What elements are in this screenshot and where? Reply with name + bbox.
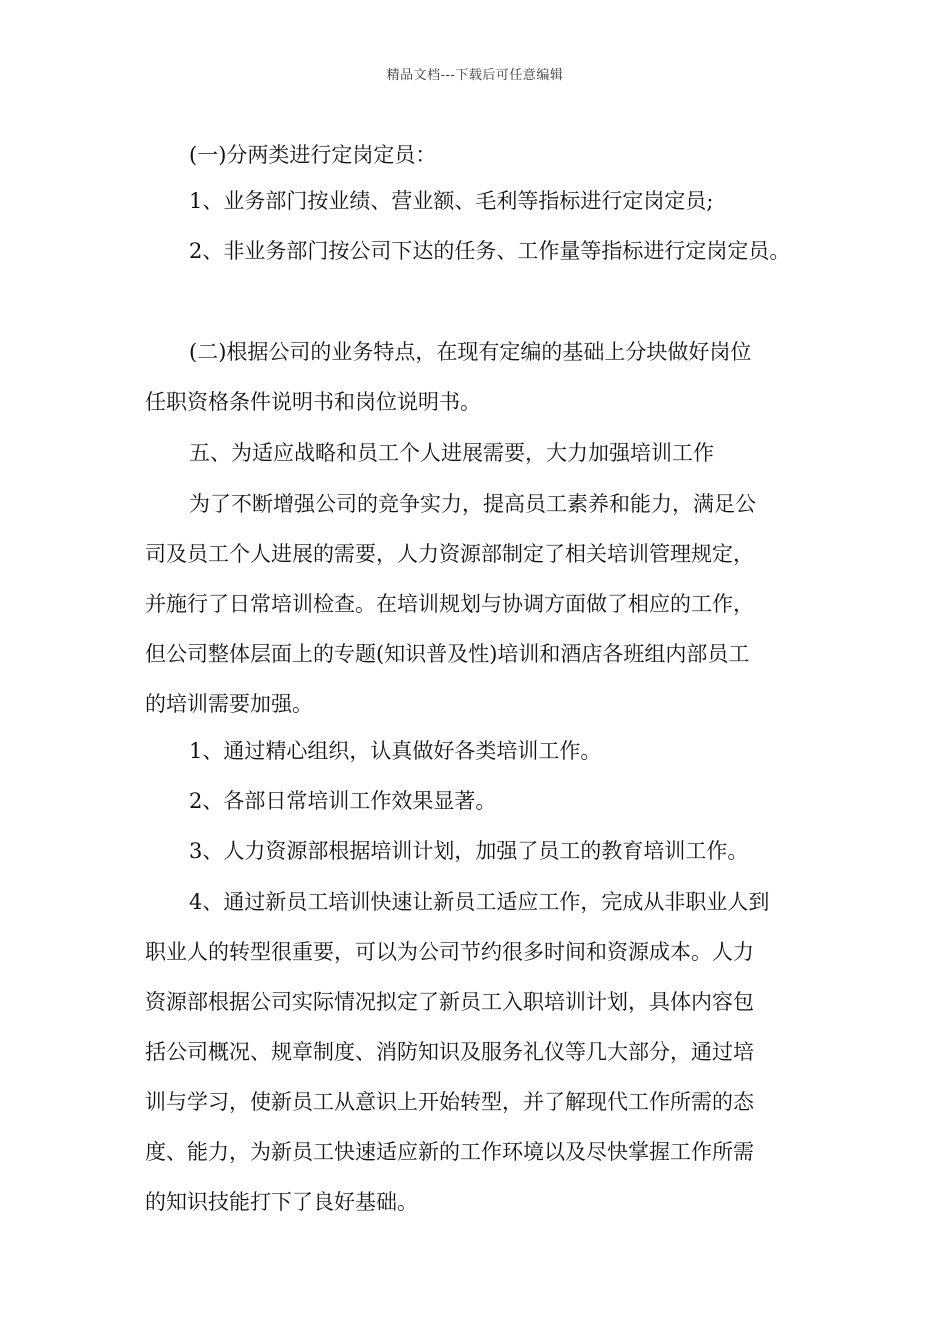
list-item: 1、通过精心组织，认真做好各类培训工作。 [189, 739, 602, 763]
text-line: 但公司整体层面上的专题(知识普及性)培训和酒店各班组内部员工 [145, 642, 750, 666]
list-item: 2、各部日常培训工作效果显著。 [189, 789, 497, 813]
list-item: 1、业务部门按业绩、营业额、毛利等指标进行定岗定员; [189, 189, 714, 213]
list-item: 2、非业务部门按公司下达的任务、工作量等指标进行定岗定员。 [189, 239, 791, 263]
text-line: 度、能力，为新员工快速适应新的工作环境以及尽快掌握工作所需 [145, 1140, 754, 1164]
text-line: 并施行了日常培训检查。在培训规划与协调方面做了相应的工作， [145, 592, 754, 616]
page-header: 精品文档---下载后可任意编辑 [386, 68, 564, 83]
text-line: 的培训需要加强。 [145, 692, 313, 716]
paragraph-section-1 [145, 130, 825, 180]
paragraph-item-1 [145, 176, 825, 226]
text-line: 资源部根据公司实际情况拟定了新员工入职培训计划，具体内容包 [145, 990, 754, 1014]
text-line: 括公司概况、规章制度、消防知识及服务礼仪等几大部分，通过培 [145, 1040, 754, 1064]
paragraph-item-training-3 [145, 826, 825, 876]
text-line: 训与学习，使新员工从意识上开始转型，并了解现代工作所需的态 [145, 1090, 754, 1114]
paragraph-item-2 [145, 226, 825, 276]
text-line: 司及员工个人进展的需要，人力资源部制定了相关培训管理规定， [145, 542, 754, 566]
section-heading-1: (一)分两类进行定岗定员： [189, 143, 437, 167]
text-line: 的知识技能打下了良好基础。 [145, 1190, 418, 1214]
paragraph-training-intro [145, 479, 825, 729]
paragraph-item-training-2 [145, 776, 825, 826]
list-item: 3、人力资源部根据培训计划，加强了员工的教育培训工作。 [189, 839, 749, 863]
paragraph-section-2 [145, 327, 825, 427]
text-line: (二)根据公司的业务特点，在现有定编的基础上分块做好岗位 [189, 340, 752, 364]
paragraph-item-training-1 [145, 726, 825, 776]
text-line: 职业人的转型很重要，可以为公司节约很多时间和资源成本。人力 [145, 940, 754, 964]
paragraph-item-training-4 [145, 877, 825, 1227]
text-line: 4、通过新员工培训快速让新员工适应工作，完成从非职业人到 [189, 890, 770, 914]
section-heading-5: 五、为适应战略和员工个人进展需要，大力加强培训工作 [189, 441, 714, 465]
text-line: 为了不断增强公司的竞争实力，提高员工素养和能力，满足公 [189, 492, 756, 516]
paragraph-heading-5 [145, 428, 825, 478]
text-line: 任职资格条件说明书和岗位说明书。 [145, 390, 481, 414]
